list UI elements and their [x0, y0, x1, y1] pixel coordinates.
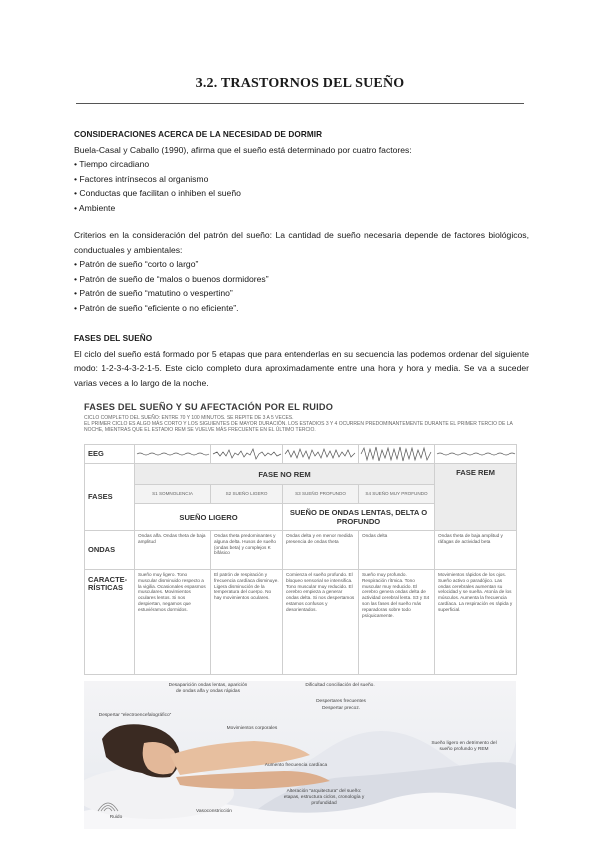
figure-desc-line: CICLO COMPLETO DEL SUEÑO: ENTRE 70 Y 100 MINUTOS. SE REPITE DE 3 A 5 VECES.: [84, 415, 294, 421]
table-cell: Movimientos rápidos de los ojos. Sueño activo o paradójico. Las ondas cerebrales aumentan su velocidad y se sueña. Atonía de los músculos. Aumenta la frecuencia cardíaca. La respiración es rápida y superficial.: [435, 570, 517, 675]
table-cell: Sueño muy ligero. Tono muscular disminuido respecto a la vigilia. Ocasionales espasmos musculares. Movimientos oculares lentos. Si nos despiertan, negamos que estuviéramos dormidos.: [135, 570, 211, 675]
list-item: • Patrón de sueño “eficiente o no eficiente”.: [74, 301, 529, 316]
figure-desc-line: EL PRIMER CICLO ES ALGO MÁS CORTO Y LOS SIGUIENTES DE MAYOR DURACIÓN. LOS ESTADIOS 3 Y 4 OCURREN PREDOMINANTEMENTE DURANTE EL PRIMER TERCIO DE LA NOCHE, MIENTRAS QUE EL ESTADIO REM SE VUELVE MÁS FRECUENTE EN EL ÚLTIMO TERCIO.: [84, 421, 513, 434]
eeg-label: EEG: [85, 445, 135, 464]
callout-movimientos: Movimientos corporales: [226, 726, 278, 731]
sleeping-person-illustration: [84, 681, 516, 829]
table-row: [85, 464, 517, 485]
list-item: • Patrón de sueño “matutino o vespertino”: [74, 286, 529, 301]
no-rem-band: FASE NO REM: [135, 464, 435, 485]
eeg-wave-rem: [435, 445, 517, 464]
table-cell: Ondas delta y en menor medida presencia de ondas theta: [283, 531, 359, 570]
callout-alteracion: Alteración “arquitectura” del sueño: etapas, estructura ciclos, cronología y profundidad: [283, 789, 365, 806]
ondas-label: ONDAS: [85, 531, 135, 570]
eeg-wave-s2: [211, 445, 283, 464]
list-item: • Factores intrínsecos al organismo: [74, 172, 529, 187]
callout-despertares: Despertares frecuentes: [316, 699, 366, 704]
list-item: • Tiempo circadiano: [74, 157, 529, 172]
table-row: [85, 570, 517, 675]
table-cell: Ondas delta: [359, 531, 435, 570]
figure-description: [84, 415, 514, 434]
table-cell: Ondas alfa. Ondas theta de baja amplitud: [135, 531, 211, 570]
list-item: • Patrón de sueño “corto o largo”: [74, 257, 529, 272]
stage-s2: S2 SUEÑO LIGERO: [211, 485, 283, 504]
table-row: [85, 445, 517, 464]
callout-frecuencia: Aumento frecuencia cardíaca: [264, 763, 328, 768]
stage-s1: S1 SOMNOLENCIA: [135, 485, 211, 504]
callout-despertar: Despertar “electroencefalográfico”: [98, 713, 172, 718]
figure-title: FASES DEL SUEÑO Y SU AFECTACIÓN POR EL RUIDO: [84, 402, 334, 412]
title-divider: [76, 103, 524, 104]
noise-label: Ruido: [109, 815, 123, 820]
list-item: • Conductas que facilitan o inhiben el sueño: [74, 186, 529, 201]
page-title: 3.2. TRASTORNOS DEL SUEÑO: [195, 76, 405, 91]
deep-sleep-label: SUEÑO DE ONDAS LENTAS, DELTA O PROFUNDO: [283, 504, 435, 531]
table-cell: Sueño muy profundo. Respiración rítmica. Tono muscular muy reducido. El cerebro genera ondas delta de actividad cerebral lenta. S3 y S4 son las fases del sueño más reparadoras sobre todo psíquicamente.: [359, 570, 435, 675]
callout-ligero: Sueño ligero en detrimento del sueño profundo y REM: [431, 741, 497, 752]
sleep-need-intro: Buela-Casal y Caballo (1990), afirma que el sueño está determinado por cuatro factores:: [74, 144, 412, 155]
sleep-phases-section: [74, 332, 529, 390]
stage-s4: S4 SUEÑO MUY PROFUNDO: [359, 485, 435, 504]
sleep-phases-heading: FASES DEL SUEÑO: [74, 334, 153, 343]
sleep-phases-table: [84, 444, 517, 675]
callout-dificultad: Dificultad conciliación del sueño.: [305, 683, 375, 688]
factor-list: [74, 157, 529, 215]
sleep-phases-paragraph: El ciclo del sueño está formado por 5 etapas que para entenderlas en su secuencia las podemos ordenar del siguiente modo: 1-2-3-4-3-2-1-5. Este ciclo completo dura aproximadamente entre una hora y hora y media. Se va a suceder varias veces a lo largo de la noche.: [74, 348, 529, 388]
fases-label: FASES: [85, 464, 135, 531]
sleep-phases-infographic: [78, 396, 524, 829]
sleep-need-section: [74, 128, 529, 216]
stage-s3: S3 SUEÑO PROFUNDO: [283, 485, 359, 504]
sleep-pattern-intro: Criterios en la consideración del patrón del sueño: La cantidad de sueño necesaria depende de factores biológicos, conductuales y ambientales:: [74, 230, 529, 255]
table-row: [85, 531, 517, 570]
eeg-wave-s4: [359, 445, 435, 464]
sleep-pattern-section: [74, 228, 529, 316]
light-sleep-label: SUEÑO LIGERO: [135, 504, 283, 531]
table-cell: Ondas theta de baja amplitud y ráfagas de actividad beta: [435, 531, 517, 570]
eeg-wave-s3: [283, 445, 359, 464]
eeg-wave-s1: [135, 445, 211, 464]
table-cell: El patrón de respiración y frecuencia cardíaca disminuye. Ligera disminución de la temperatura del cuerpo. No hay movimientos oculares.: [211, 570, 283, 675]
callout-vasoconstriccion: Vasoconstricción: [196, 809, 232, 814]
sleep-need-heading: CONSIDERACIONES ACERCA DE LA NECESIDAD DE DORMIR: [74, 130, 323, 139]
list-item: • Patrón de sueño de “malos o buenos dormidores”: [74, 272, 529, 287]
caracteristicas-label: CARACTE-RÍSTICAS: [85, 570, 135, 675]
pattern-list: [74, 257, 529, 315]
table-cell: Ondas theta predominantes y alguna delta. Husos de sueño (ondas beta) y complejos K bifásico: [211, 531, 283, 570]
table-cell: Comienza el sueño profundo. El bloqueo sensorial se intensifica. Tono muscular muy reducido. El cerebro empieza a generar ondas delta. Si nos despertamos estamos confusos y desorientados.: [283, 570, 359, 675]
callout-precoz: Despertar precoz.: [321, 706, 361, 711]
callout-desaparicion: Desaparición ondas lentas, aparición de ondas alfa y ondas rápidas: [168, 683, 248, 694]
list-item: • Ambiente: [74, 201, 529, 216]
rem-band: FASE REM: [435, 464, 517, 531]
